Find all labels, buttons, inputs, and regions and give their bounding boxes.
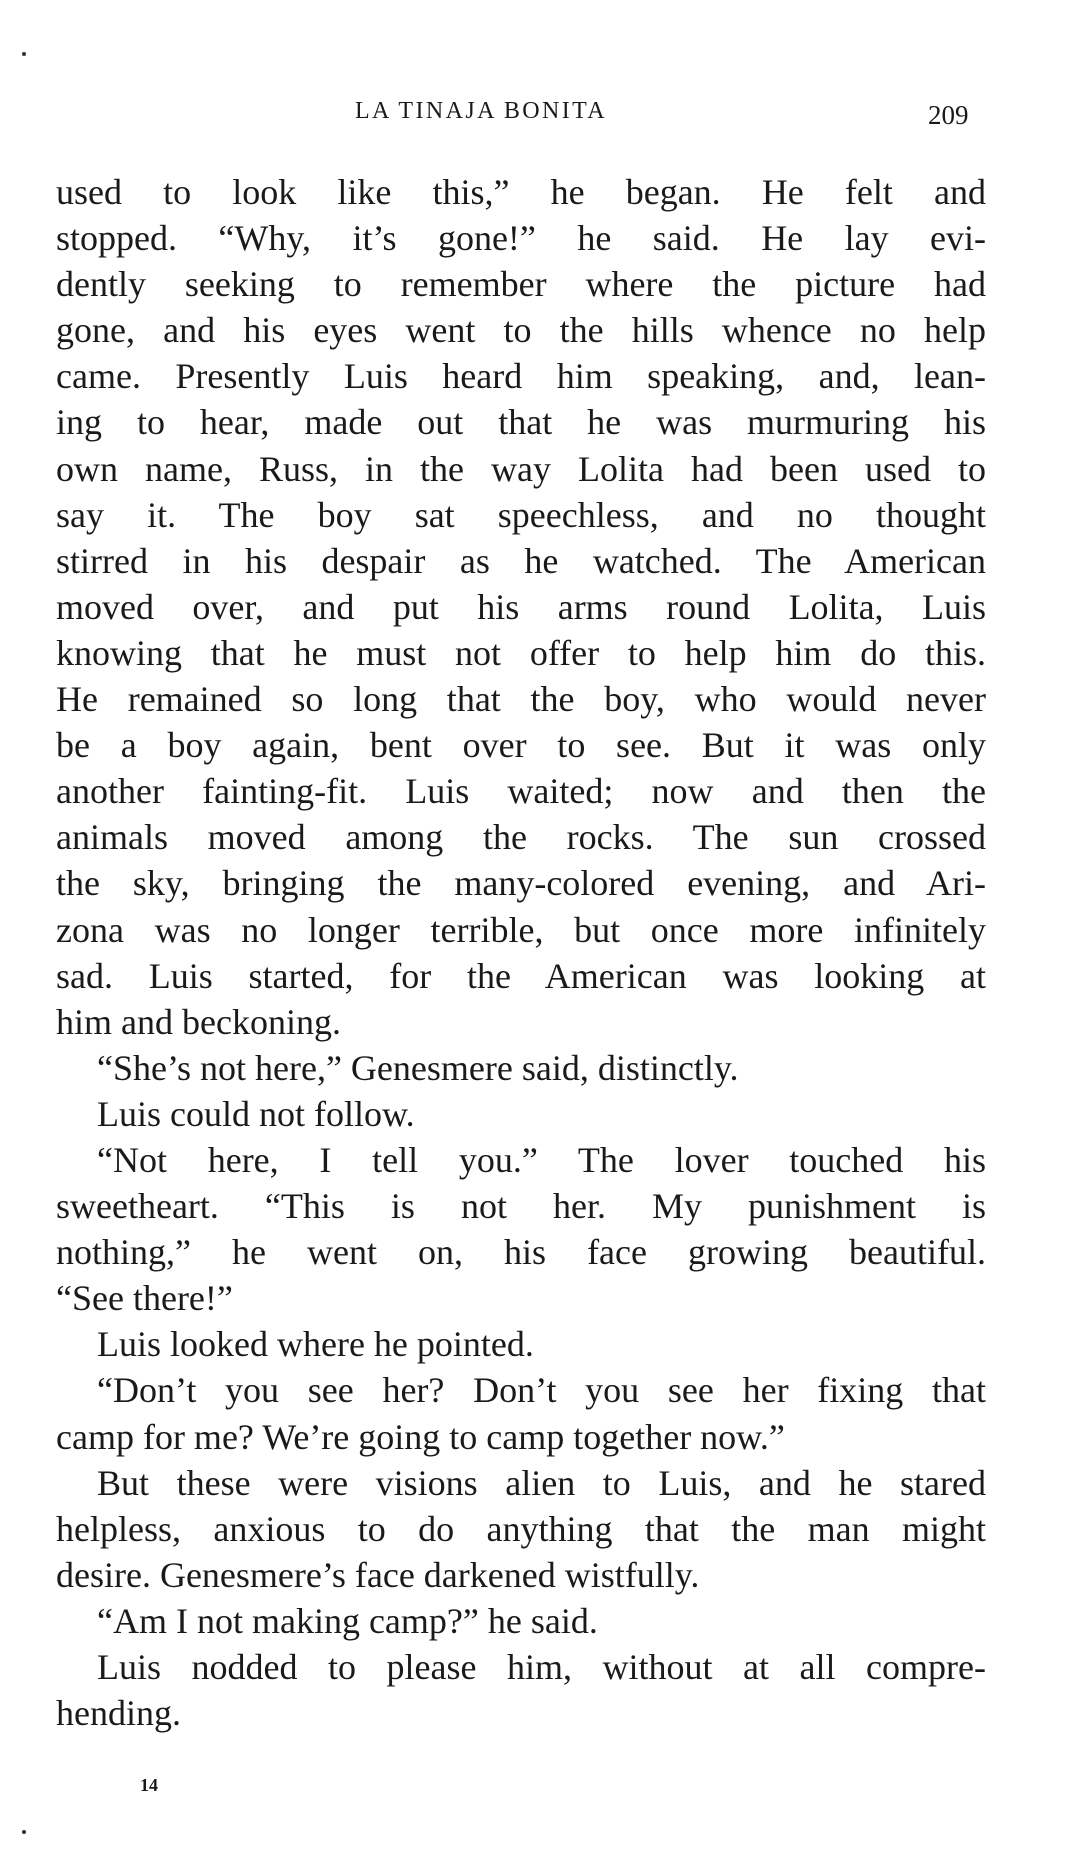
text-line: camp for me? We’re going to camp together now.”: [56, 1416, 785, 1457]
text-line: Luis nodded to please him, without at all compre-: [97, 1647, 986, 1687]
text-line: say it. The boy sat speechless, and no thought: [56, 494, 986, 535]
text-line: helpless, anxious to do anything that the man might: [56, 1508, 986, 1549]
text-line: desire. Genesmere’s face darkened wistfully.: [56, 1554, 700, 1595]
text-line: moved over, and put his arms round Lolita, Luis: [56, 586, 986, 627]
text-line: own name, Russ, in the way Lolita had been used to: [56, 448, 986, 489]
body-text: [56, 169, 986, 1736]
text-line: Luis looked where he pointed.: [97, 1324, 534, 1365]
text-line: “See there!”: [56, 1278, 233, 1319]
signature-mark: 14: [140, 1775, 158, 1795]
text-line: be a boy again, bent over to see. But it was only: [56, 725, 986, 766]
running-head: [0, 98, 1085, 138]
text-line: hending.: [56, 1693, 181, 1734]
text-line: used to look like this,” he began. He felt and: [56, 172, 986, 212]
text-line: stirred in his despair as he watched. The American: [56, 540, 986, 581]
page-number: 209: [928, 100, 969, 130]
text-line: sad. Luis started, for the American was looking at: [56, 955, 986, 996]
text-line: came. Presently Luis heard him speaking, and, lean-: [56, 356, 986, 397]
text-line: Luis could not follow.: [97, 1093, 415, 1134]
text-line: knowing that he must not offer to help him do this.: [56, 632, 986, 673]
text-line: “Don’t you see her? Don’t you see her fixing that: [97, 1370, 986, 1411]
text-line: “She’s not here,” Genesmere said, distinctly.: [97, 1047, 739, 1088]
text-line: dently seeking to remember where the picture had: [56, 264, 986, 305]
margin-speck: [22, 1830, 26, 1834]
text-line: gone, and his eyes went to the hills whence no help: [56, 310, 986, 351]
text-line: “Not here, I tell you.” The lover touched his: [97, 1139, 986, 1180]
text-line: the sky, bringing the many-colored evening, and Ari-: [56, 863, 986, 904]
text-line: ing to hear, made out that he was murmuring his: [56, 402, 986, 443]
text-line: zona was no longer terrible, but once more infinitely: [56, 909, 986, 950]
margin-speck: [22, 52, 26, 56]
text-line: nothing,” he went on, his face growing beautiful.: [56, 1232, 986, 1273]
text-line: animals moved among the rocks. The sun crossed: [56, 817, 986, 858]
text-line: But these were visions alien to Luis, and he stared: [97, 1462, 986, 1503]
text-line: another fainting-fit. Luis waited; now and then the: [56, 771, 986, 812]
text-line: “Am I not making camp?” he said.: [97, 1600, 598, 1641]
text-line: him and beckoning.: [56, 1001, 341, 1042]
text-line: sweetheart. “This is not her. My punishment is: [56, 1186, 986, 1227]
running-title: LA TINAJA BONITA: [355, 98, 608, 124]
text-line: stopped. “Why, it’s gone!” he said. He lay evi-: [56, 218, 986, 259]
text-line: He remained so long that the boy, who would never: [56, 679, 986, 720]
